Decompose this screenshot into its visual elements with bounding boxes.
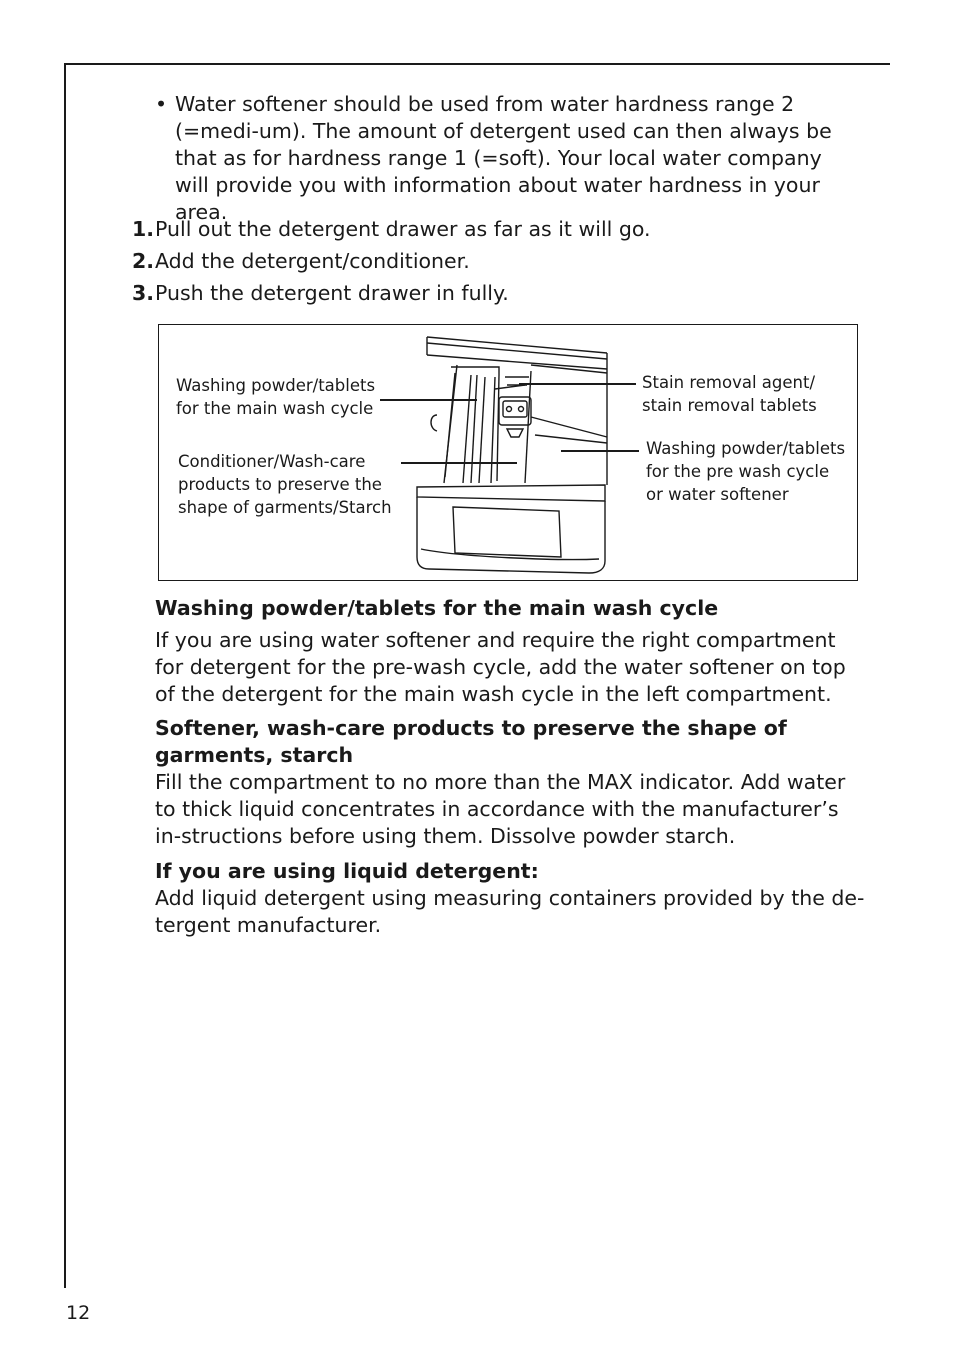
section-liquid-detergent — [155, 858, 865, 939]
page-frame-left-rule — [64, 63, 66, 1288]
step-item — [130, 279, 860, 311]
label-conditioner — [178, 450, 392, 519]
label-main-wash — [176, 374, 375, 420]
step-number: 2. — [131, 249, 154, 273]
label-main-wash-text: Washing powder/tablets for the main wash cycle — [176, 376, 376, 418]
label-stain-removal — [642, 371, 817, 417]
detergent-drawer-figure — [158, 324, 858, 581]
page-number: 12 — [66, 1302, 91, 1324]
section-body: If you are using water softener and require the right compartment for detergent for the pre-wash cycle, add the water softener on top of the detergent for the main wash cycle in the left compartment. — [155, 628, 846, 706]
step-item — [130, 247, 860, 279]
step-text: Push the detergent drawer in fully. — [155, 281, 509, 305]
bullet-text: Water softener should be used from water hardness range 2 (=medi-um). The amount of detergent used can then always be that as for hardness range 1 (=soft). Your local water company will provide you with information about water hardness in your area. — [175, 92, 832, 224]
step-number: 1. — [131, 217, 154, 241]
label-pre-wash-text: Washing powder/tablets for the pre wash cycle or water softener — [646, 439, 846, 504]
bullet-symbol: • — [155, 92, 168, 116]
section-heading: Softener, wash-care products to preserve the shape of garments, starch — [155, 716, 787, 767]
step-number: 3. — [131, 281, 154, 305]
water-softener-bullet — [155, 91, 860, 226]
section-heading: If you are using liquid detergent: — [155, 859, 539, 883]
section-main-wash — [155, 595, 865, 708]
step-item — [130, 215, 860, 247]
section-softener — [155, 715, 865, 850]
label-conditioner-text: Conditioner/Wash-care products to preserve the shape of garments/Starch — [178, 452, 392, 517]
steps-list — [130, 215, 860, 311]
section-body: Fill the compartment to no more than the MAX indicator. Add water to thick liquid concentrates in accordance with the manufacturer’s in-structions before using them. Dissolve powder starch. — [155, 770, 846, 848]
page-frame-top-rule — [64, 63, 890, 65]
section-body: Add liquid detergent using measuring containers provided by the de-tergent manufacturer. — [155, 886, 865, 937]
step-text: Add the detergent/conditioner. — [155, 249, 470, 273]
label-stain-removal-text: Stain removal agent/ stain removal tablets — [642, 373, 817, 415]
section-heading: Washing powder/tablets for the main wash cycle — [155, 596, 719, 620]
step-text: Pull out the detergent drawer as far as it will go. — [155, 217, 651, 241]
label-pre-wash — [646, 437, 845, 506]
